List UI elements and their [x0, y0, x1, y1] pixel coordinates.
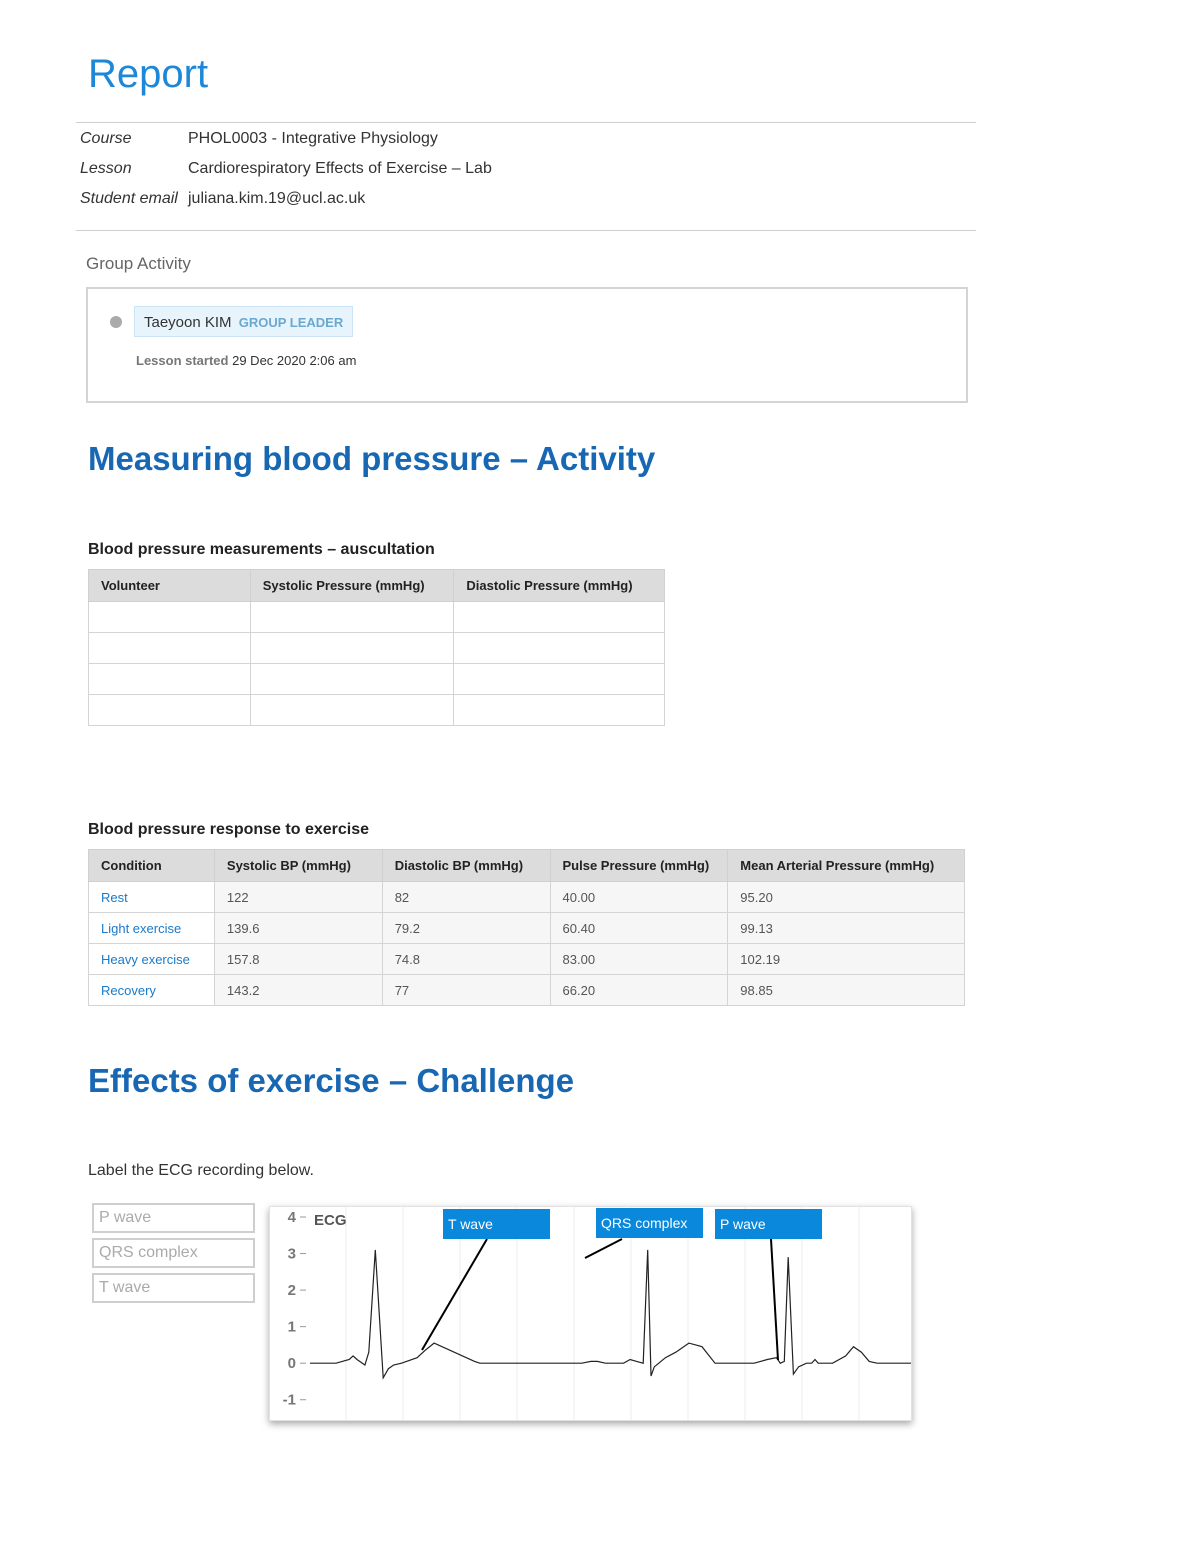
meta-course — [80, 130, 438, 148]
table-cell[interactable] — [89, 695, 251, 726]
divider — [76, 122, 976, 123]
condition-cell: Heavy exercise — [89, 944, 215, 975]
divider — [76, 230, 976, 231]
table-cell: 82 — [382, 882, 550, 913]
column-header: Volunteer — [89, 570, 251, 602]
table-cell[interactable] — [454, 664, 665, 695]
placed-label-t-wave[interactable]: T wave — [443, 1209, 550, 1239]
table-header-row — [89, 850, 965, 882]
member-name: Taeyoon KIM — [144, 314, 232, 331]
table-cell[interactable] — [89, 602, 251, 633]
ecg-trace — [310, 1250, 911, 1378]
table-cell: 66.20 — [550, 975, 728, 1006]
lesson-started — [136, 353, 356, 368]
table-row — [89, 633, 665, 664]
meta-label: Lesson — [80, 160, 132, 177]
table-cell: 77 — [382, 975, 550, 1006]
meta-value: juliana.kim.19@ucl.ac.uk — [188, 190, 366, 207]
chart-title: ECG — [314, 1212, 347, 1229]
table-cell: 99.13 — [728, 913, 965, 944]
meta-value: Cardiorespiratory Effects of Exercise – Lab — [188, 160, 492, 177]
table-row — [89, 913, 965, 944]
lesson-started-label: Lesson started — [136, 353, 229, 368]
draggable-label-t-wave[interactable]: T wave — [92, 1273, 255, 1303]
column-header: Systolic Pressure (mmHg) — [250, 570, 454, 602]
condition-cell: Rest — [89, 882, 215, 913]
table-cell[interactable] — [454, 633, 665, 664]
placed-label-p-wave[interactable]: P wave — [715, 1209, 822, 1239]
status-dot-icon — [110, 316, 122, 328]
section-title-challenge: Effects of exercise – Challenge — [88, 1062, 575, 1099]
member-chip[interactable] — [134, 306, 353, 337]
meta-label: Course — [80, 130, 132, 147]
column-header: Condition — [89, 850, 215, 882]
meta-label: Student email — [80, 190, 178, 207]
report-title: Report — [88, 52, 209, 96]
y-tick-label: 4 — [287, 1209, 296, 1226]
instruction-text: Label the ECG recording below. — [88, 1162, 314, 1179]
table-cell[interactable] — [454, 695, 665, 726]
table-cell: 40.00 — [550, 882, 728, 913]
meta-email — [80, 190, 365, 208]
section-title-blood-pressure: Measuring blood pressure – Activity — [88, 440, 656, 477]
placed-label-qrs-complex[interactable]: QRS complex — [596, 1208, 703, 1238]
table-cell[interactable] — [250, 633, 454, 664]
table-cell[interactable] — [89, 664, 251, 695]
table-row — [89, 944, 965, 975]
column-header: Diastolic BP (mmHg) — [382, 850, 550, 882]
draggable-label-qrs-complex[interactable]: QRS complex — [92, 1238, 255, 1268]
y-tick-label: 1 — [287, 1318, 296, 1336]
condition-cell: Light exercise — [89, 913, 215, 944]
group-activity-box — [86, 287, 968, 403]
table2-title: Blood pressure response to exercise — [88, 821, 369, 838]
column-header: Mean Arterial Pressure (mmHg) — [728, 850, 965, 882]
table-cell: 122 — [214, 882, 382, 913]
y-axis-ticks — [283, 1209, 306, 1409]
table-row — [89, 602, 665, 633]
table-header-row — [89, 570, 665, 602]
table-cell[interactable] — [250, 602, 454, 633]
lesson-started-value: 29 Dec 2020 2:06 am — [232, 353, 357, 368]
y-tick-label: -1 — [282, 1391, 296, 1409]
group-activity-title: Group Activity — [86, 254, 191, 273]
draggable-label-p-wave[interactable]: P wave — [92, 1203, 255, 1233]
meta-value: PHOL0003 - Integrative Physiology — [188, 130, 438, 147]
column-header: Diastolic Pressure (mmHg) — [454, 570, 665, 602]
member-role-badge: GROUP LEADER — [238, 315, 344, 330]
table-cell[interactable] — [250, 695, 454, 726]
y-tick-label: 0 — [287, 1355, 296, 1373]
table-cell: 143.2 — [214, 975, 382, 1006]
table-cell[interactable] — [454, 602, 665, 633]
condition-cell: Recovery — [89, 975, 215, 1006]
y-tick-label: 2 — [287, 1282, 296, 1300]
table-cell: 157.8 — [214, 944, 382, 975]
table-cell[interactable] — [89, 633, 251, 664]
table-cell: 60.40 — [550, 913, 728, 944]
table-row — [89, 664, 665, 695]
table-row — [89, 695, 665, 726]
column-header: Pulse Pressure (mmHg) — [550, 850, 728, 882]
table-cell: 74.8 — [382, 944, 550, 975]
y-tick-label: 3 — [287, 1245, 296, 1263]
table-cell[interactable] — [250, 664, 454, 695]
table-row — [89, 882, 965, 913]
table-cell: 98.85 — [728, 975, 965, 1006]
table-cell: 102.19 — [728, 944, 965, 975]
meta-lesson — [80, 160, 492, 178]
table-cell: 95.20 — [728, 882, 965, 913]
table-cell: 79.2 — [382, 913, 550, 944]
exercise-bp-table — [88, 849, 965, 1006]
table-cell: 139.6 — [214, 913, 382, 944]
table-cell: 83.00 — [550, 944, 728, 975]
column-header: Systolic BP (mmHg) — [214, 850, 382, 882]
table1-title: Blood pressure measurements – auscultation — [88, 541, 435, 558]
auscultation-table — [88, 569, 665, 726]
table-row — [89, 975, 965, 1006]
